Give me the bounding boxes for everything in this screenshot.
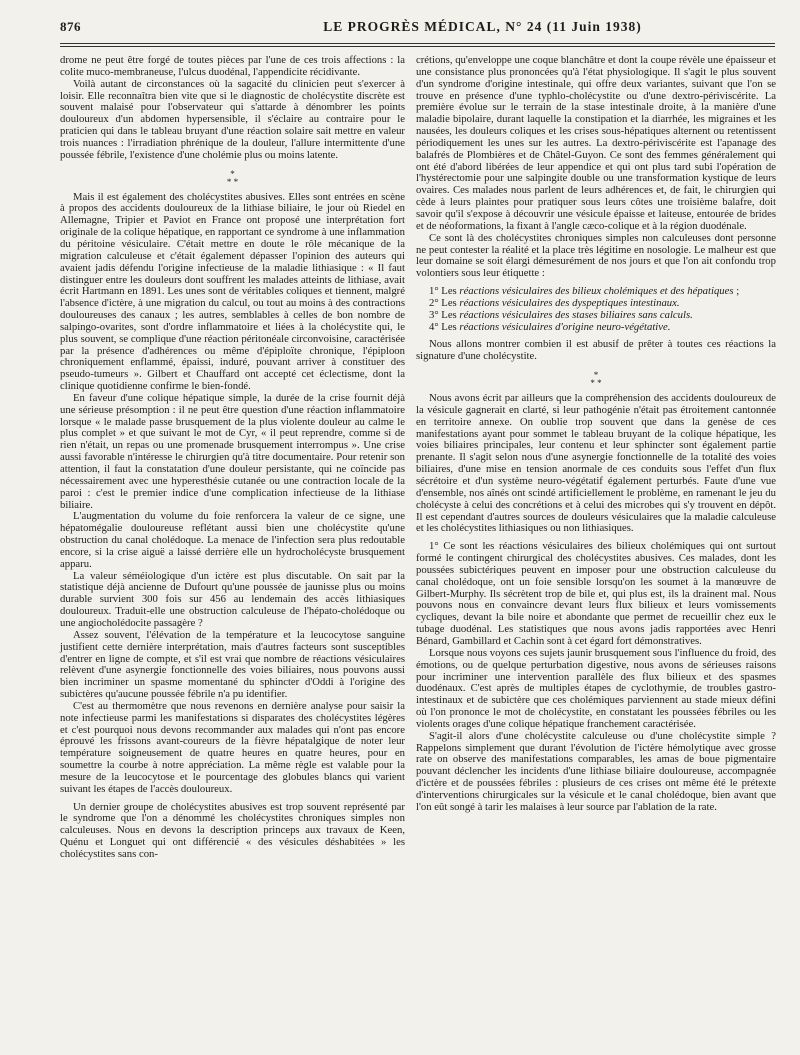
- header-rule-bottom: [60, 46, 775, 47]
- paragraph: Voilà autant de circonstances où la sagacité du clinicien peut s'exercer à loisir. Elle reconnaîtra bien vite que si le diagnostic de cholécystite discrète est souvent malaisé pour l'observateur qui s'attarde à dénombrer les points douloureux d'un abdomen hypersensible, il s'éclaire au contraire pour le praticien qui dans le tableau bruyant d'une réaction solaire sait mettre en valeur trois nuances : l'irradiation phrénique de la douleur, l'allure intermittente d'une poussée fébrile, l'existence d'une cholémie plus ou moins latente.: [60, 77, 405, 161]
- page-number: 876: [60, 19, 81, 34]
- list-item: 2° Les réactions vésiculaires des dyspeptiques intestinaux.: [429, 296, 680, 309]
- running-title: LE PROGRÈS MÉDICAL, N° 24 (11 Juin 1938): [323, 19, 642, 34]
- paragraph: crétions, qu'enveloppe une coque blanchâtre et dont la coupe révèle une épaisseur et une consistance plus prononcées qu'à l'état physiologique. Il s'agit le plus souvent d'un syndrome d'origine intestinale, qui offre deux variantes, suivant que l'on se trouve en présence d'une typhlo-cholécystite ou d'une dextro-périviscérite. La première évolue sur le terrain de la stase intestinale droite, à la manière d'une maladie bipolaire, durant laquelle la constipation et la diarrhée, les migraines et les nausées, les douleurs coliques et les crises sous-hépatiques alternent ou retentissent périodiquement les unes sur les autres. La dextro-périviscérite est l'apanage des balafrés de Plombières et de Châtel-Guyon. Ce sont des femmes généralement qui ont été d'abord libérées de leur appendice et qui ont plus tard subi l'opération de l'hystérectomie pour une salpingite double ou une transformation kystique de leurs ovaires. Ces malades nous parlent de leurs adhérences et, de fait, le chirurgien qui cède à leurs plaintes pour pratiquer sous leurs côtes une troisième balafre, doit savoir qu'il s'expose à découvrir une vésicule épaisse et laiteuse, entourée de brides et de néoformations, la fixant à l'angle cæco-colique et à la région duodénale.: [416, 54, 776, 232]
- paragraph: Ce sont là des cholécystites chroniques simples non calculeuses dont personne ne peut contester la réalité et la place très légitime en nosologie. Le malheur est que leur domaine se soit élargi démesurément de nos jours et que l'on ait confondu trop volontiers sous leur étiquette :: [416, 231, 776, 280]
- paragraph: Assez souvent, l'élévation de la température et la leucocytose sanguine justifient cette dernière interprétation, mais d'autres facteurs sont susceptibles d'entrer en ligne de compte, et s'il est vrai que nombre de réactions vésiculaires relèvent d'une asynergie fonctionnelle des voies biliaires, nous pouvons aussi bien incriminer un spasme momentané du sphincter d'Oddi à l'origine des subictères qu'aucune poussée fébrile n'a pu identifier.: [60, 628, 405, 701]
- list-item: 3° Les réactions vésiculaires des stases biliaires sans calculs.: [429, 308, 693, 321]
- paragraph: Mais il est également des cholécystites abusives. Elles sont entrées en scène à propos des accidents douloureux de la lithiase biliaire, le jour où Riedel en Allemagne, Tripier et Paviot en France ont proposé une interprétation fort originale de la colique hépatique, en rapportant ce syndrome à une inflammation du péritoine vésiculaire. C'était mettre en doute le rôle mécanique de la migration calculeuse et c'était également dépasser l'opinion des auteurs qui avaient jadis défendu l'origine infectieuse de la maladie lithiasique : « Il faut distinguer entre les douleurs dont souffrent les malades atteints de lithiase, avait écrit Hartmann en 1891. Les unes sont de véritables coliques et tiennent, malgré l'absence d'ictère, à une migration du calcul, ou tout au moins à des contractions douloureuses des canaux ; les autres, semblables à celles de bon nombre de salpingo-ovarites, sont d'ordre inflammatoire et liées à la cholécystite qui, le plus souvent, se complique d'une réaction péritonéale circonvoisine, caractérisée par la présence d'adhérences ou même d'épiploïte chronique, l'épiploon chroniquement enflammé, épaissi, induré, pouvant arriver à constituer des pseudo-tumeurs ». Gilbert et Chauffard ont accepté cet éclectisme, dont la clinique quotidienne confirme le bien-fondé.: [60, 190, 405, 393]
- paragraph: 1° Ce sont les réactions vésiculaires des bilieux cholémiques qui ont surtout formé le contingent chirurgical des cholécystites abusives. Ces malades, dont les poussées subictériques peuvent en imposer pour une obstruction calculeuse du canal cholédoque, ont un foie sensible lorsqu'on les soumet à la manœuvre de Gilbert-Murphy. Ils sécrètent trop de bile et, qui plus est, ils la drainent mal. Nous pouvons nous en convaincre devant leurs flux bilieux et leurs vomissements cycliques, devant la bile noire et abondante que permet de recueillir chez eux le tubage duodénal. Les statistiques que nous avons jadis rapportées avec Henri Bénard, Gambillard et Cachin sont à cet égard fort démonstratives.: [416, 540, 776, 647]
- section-separator: * * *: [226, 168, 239, 187]
- paragraph: C'est au thermomètre que nous revenons en dernière analyse pour saisir la note infectieuse parmi les manifestations si disparates des cholécystites légères et c'est pourquoi nous devons recommander aux malades qui n'ont pas encore éprouvé les frissons avant-coureurs de la fièvre hépatalgique de noter leur température soigneusement de quatre heures en quatre heures, pour en soumettre la courbe à notre appréciation. La même règle est valable pour la mesure de la leucocytose et le pourcentage des globules blancs qui varient suivant les étapes de l'accès douloureux.: [60, 699, 405, 795]
- left-column: [60, 55, 405, 861]
- list-item: 4° Les réactions vésiculaires d'origine neuro-végétative.: [429, 320, 671, 333]
- paragraph: Lorsque nous voyons ces sujets jaunir brusquement sous l'influence du froid, des émotions, ou de quelque perturbation digestive, nous avons de sérieuses raisons pour incriminer une intervention parallèle des flux bilieux et des spasmes duodénaux. C'est après de multiples étapes de cyclothymie, de troubles gastro-intestinaux et de subictère que ces cholémiques parviennent au stade mieux défini où l'on prononce le mot de cholécystite, en constatant les poussées fébriles ou les violents orages d'une colique hépatique franchement caractérisée.: [416, 646, 776, 730]
- paragraph: L'augmentation du volume du foie renforcera la valeur de ce signe, une hépatomégalie douloureuse reflétant aussi bien une cholécystite qu'une obstruction du canal cholédoque. La menace de l'infection sera plus redoutable encore, si la crise aiguë a laissé derrière elle un hydrocholécyste brusquement apparu.: [60, 510, 405, 570]
- paragraph: La valeur séméiologique d'un ictère est plus discutable. On sait par la statistique déjà ancienne de Dufourt qu'une poussée de jaunisse plus ou moins durable survient 300 fois sur 456 au lendemain des accès lithiasiques douloureux. Traduit-elle une obstruction calculeuse de l'hépato-cholédoque ou une angiocholédocite passagère ?: [60, 569, 405, 629]
- paragraph: Nous avons écrit par ailleurs que la compréhension des accidents douloureux de la vésicule gagnerait en clarté, si leur pathogénie n'était pas étroitement cantonnée en territoire annexe. On oublie trop souvent que dans la genèse de ces manifestations ayant pour sommet le tableau bruyant de la colique hépatique, les voies biliaires principales, leur contenu et leur sphincter sont également partie prenante. Il s'agit selon nous d'une asynergie fonctionnelle de la totalité des voies biliaires, d'une mise en tension anormale de ces conduits sous l'effet d'un flux sécrétoire et d'un système neuro-végétatif également perturbés. Faute d'une vue d'ensemble, nos aînés ont scindé artificiellement le problème, en ramenant le jeu du cholécyste à celui des concrétions et à celui des microbes qui s'y trouvent en dépôt. Il est cependant d'autres sources de douleurs vésiculaires que la maladie calculeuse et les cholécystites lithiasiques ou non lithiasiques.: [416, 392, 776, 535]
- list-item: 1° Les réactions vésiculaires des bilieux cholémiques et des hépatiques ;: [429, 285, 740, 298]
- paragraph: En faveur d'une colique hépatique simple, la durée de la crise fournit déjà une sérieuse présomption : il ne peut être question d'une réaction inflammatoire lorsque « le malade passe brusquement de la plus violente douleur au calme le plus complet » et que suivant le mot de Cyr, « il peut reprendre, comme si de rien n'était, un repas ou une promenade brusquement interrompus ». Une crise aussi favorable n'intéresse le chirurgien qu'à titre documentaire. Pour retenir son attention, il faut la constatation d'une douleur persistante, qui ne coïncide pas nécessairement avec une hyperesthésie cutanée ou une contraction locale de la paroi : c'est le premier indice d'une complication infectieuse de la lithiase biliaire.: [60, 391, 405, 511]
- paragraph: S'agit-il alors d'une cholécystite calculeuse ou d'une cholécystite simple ? Rappelons simplement que durant l'évolution de l'ictère hémolytique avec grosse rate on observe des manifestations comparables, les amas de boue pigmentaire pouvant déclencher les incidents d'une lithiase biliaire douloureuse, accompagnée d'ictère et de poussées fébriles : plusieurs de ces crises ont même été le prétexte d'interventions chirurgicales sur la vésicule et le canal cholédoque, bien avant que l'on eût songé à tarir les malaises à leur source par l'ablation de la rate.: [416, 729, 776, 813]
- header-rule-top: [60, 43, 775, 44]
- page-header: [60, 19, 775, 41]
- paragraph: Un dernier groupe de cholécystites abusives est trop souvent représenté par le syndrome que l'on a dénommé les cholécystites chroniques simples non calculeuses. Nous en devons la description princeps aux travaux de Keen, Quénu et Longuet qui ont différencié « des vésicules déshabitées » les cholécystites sans con-: [60, 800, 405, 860]
- right-column: [416, 55, 776, 814]
- section-separator: * * *: [590, 370, 602, 389]
- paragraph: Nous allons montrer combien il est abusif de prêter à toutes ces réactions la signature d'une cholécystite.: [416, 338, 776, 363]
- paragraph: drome ne peut être forgé de toutes pièces par l'une de ces trois affections : la colite muco-membraneuse, l'ulcus duodénal, l'appendicite récidivante.: [60, 54, 405, 78]
